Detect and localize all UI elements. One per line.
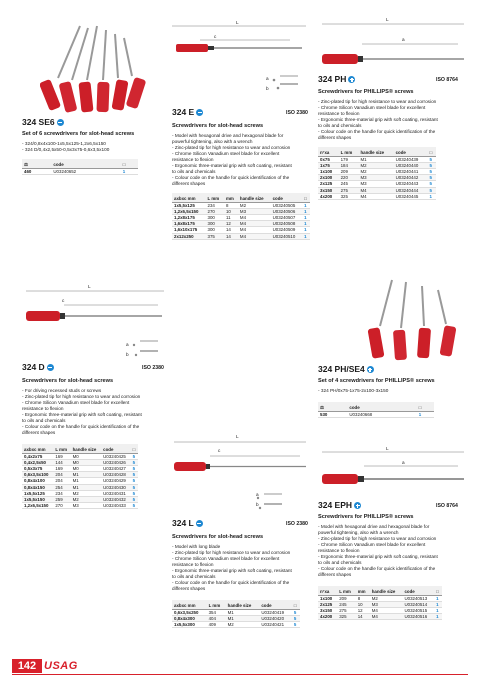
- table-row: 1x100 209 8 M2 U03240513 1: [318, 595, 442, 601]
- phse4-code: 324 PH/SE4: [318, 364, 468, 374]
- se6-line-2: - 324 D/0,4x2,5x50-0,5x3x75-0,6x3,5x100: [22, 147, 110, 152]
- ph-section: [318, 74, 468, 200]
- se6-set-image: [40, 20, 148, 116]
- phillips-icon: [348, 76, 355, 83]
- table-row: 1x5,5x300 409 M2 U03240421 5: [172, 621, 300, 627]
- eph-code: 324 EPH: [318, 500, 468, 510]
- table-row: 4x200 325 14 M4 U03240516 1: [318, 614, 442, 620]
- e-section: [172, 107, 314, 240]
- l-table: axbxc mm L mm handle size code □ 0,6x3,5x250 354 M1 U03240419 5 0,8x4x300 404 M1 U03240420 5 1x5,5x300 409 M2 U03240421 5: [172, 600, 300, 628]
- table-row: 0,6x3,5x100 204 M1 U03240428 5: [22, 472, 138, 478]
- table-row: 1x5,5x125 234 8 M2 U03240505 1: [172, 202, 310, 208]
- l-iso: ISO 2380: [286, 521, 308, 527]
- e-dim-L: L: [236, 20, 239, 25]
- pack-icon: □: [121, 159, 138, 168]
- table-row: 1,2x6,5x150 270 10 M3 U03240506 1: [172, 208, 310, 214]
- ph-code: 324 PH: [318, 74, 468, 84]
- table-row: 1,6x10x175 300 14 M4 U03240509 1: [172, 227, 310, 233]
- table-row: 0,5x3x75 169 M0 U03240427 5: [22, 465, 138, 471]
- e-dim-c: c: [214, 34, 217, 39]
- table-row: 0,4x2x75 169 M0 U03240425 5: [22, 453, 138, 459]
- weight-icon: ⚖: [318, 402, 347, 411]
- d-dim-L: L: [88, 284, 91, 289]
- phse4-table: ⚖ code □ 530 U03240668 1: [318, 402, 434, 418]
- d-table: axbxc mm L mm handle size code □ 0,4x2x75 169 M0 U03240425 5 0,4x2,5x50 144 M0 U03240426 5 0,5x3x75 169 M0 U03240427 5 0,6x3,5x100 204 M1 U03240428 5 0,8x4x100 204 M1 U03240429 5 0,8x4x150 254 M1 U03240430 5 1x5,5x125 234 M2 U03240431 5 1x5,5x150 259 M2 U03240432 5 1,2x6,5x150 270 M3 U03240433 5: [22, 444, 138, 509]
- table-row: 1x5,5x125 234 M2 U03240431 5: [22, 490, 138, 496]
- d-code: 324 D: [22, 362, 168, 372]
- weight-icon: ⚖: [22, 159, 51, 168]
- table-row: 2x12x250 375 14 M4 U03240510 1: [172, 233, 310, 239]
- phillips-icon: [354, 502, 361, 509]
- d-dim-b: b: [126, 352, 129, 357]
- table-row: 0x75 179 M1 U03240439 5: [318, 156, 436, 162]
- d-dimension-drawing: [22, 285, 168, 365]
- ph-dimension-drawing: [318, 18, 468, 74]
- page-number: 142: [12, 659, 42, 673]
- l-features: - Model with long blade - Zinc-plated tip for high resistance to wear and corrosion - Chrome Silicon Vanadium steel blade for excellent resistance to flexion - Ergonomic three-material grip with soft coating, resistant to oils and chemicals - Colour code on the handle for quick identification of the different shapes: [172, 544, 292, 591]
- eph-section: [318, 500, 468, 620]
- table-row: 3x150 275 12 M4 U03240515 1: [318, 607, 442, 613]
- d-dim-a: a: [126, 342, 129, 347]
- pack-icon: □: [131, 444, 138, 453]
- se6-title: Set of 6 screwdrivers for slot-head screws: [22, 131, 135, 137]
- brand-logo: USAG: [44, 660, 78, 672]
- d-section: [22, 362, 168, 509]
- table-row: 3x150 275 M4 U03240444 5: [318, 187, 436, 193]
- eph-title: Screwdrivers for PHILLIPS® screws: [318, 514, 414, 520]
- ph-table: n°xa L mm handle size code □ 0x75 179 M1 U03240439 5 1x75 184 M2 U03240440 5 1x100 209 M2 U03240441 5 2x100 220 M3 U03240442 5 2x125 245 M3 U03240443 5 3x150 275 M4 U03240444 5 4x200 325 M4 U03240445 1: [318, 147, 436, 200]
- l-code: 324 L: [172, 518, 314, 528]
- ph-features: - Zinc-plated tip for high resistance to wear and corrosion - Chrome Silicon Vanadium steel blade for excellent resistance to flexion - Ergonomic three-material grip with soft coating, resistant to oils and chemicals - Colour code on the handle for quick identification of the different shapes: [318, 99, 438, 140]
- l-dim-a: a: [256, 492, 259, 497]
- phse4-set-image: [364, 272, 468, 364]
- pack-icon: □: [434, 586, 442, 595]
- e-dim-b: b: [266, 86, 269, 91]
- table-row: 530 U03240668 1: [318, 411, 434, 417]
- eph-dim-a: a: [402, 460, 405, 465]
- footer-rule: [12, 674, 468, 675]
- eph-features: - Model with hexagonal drive and hexagonal blade for powerful tightening, also with a wrench - Zinc-plated tip for high resistance to wear and corrosion - Chrome Silicon Vanadium steel blade for excellent resistance to flexion - Ergonomic three-material grip with soft coating, resistant to oils and chemicals - Colour code on the handle for quick identification of the different shapes: [318, 524, 438, 577]
- table-row: 0,8x4x150 254 M1 U03240430 5: [22, 484, 138, 490]
- table-row: 460 U03240652 1: [22, 168, 138, 174]
- ph-iso: ISO 8764: [436, 77, 458, 83]
- l-section: [172, 518, 314, 628]
- phse4-section: [318, 364, 468, 418]
- eph-dimension-drawing: [318, 448, 468, 496]
- table-row: 1,6x8x175 300 12 M4 U03240508 1: [172, 221, 310, 227]
- se6-line-1: - 324/0,8x4x100-1x5,5x125-1,2x6,5x150: [22, 141, 106, 146]
- table-row: 1x75 184 M2 U03240440 5: [318, 162, 436, 168]
- eph-iso: ISO 8764: [436, 503, 458, 509]
- slot-head-icon: [196, 520, 203, 527]
- e-code: 324 E: [172, 107, 314, 117]
- table-row: 0,8x4x100 204 M1 U03240429 5: [22, 478, 138, 484]
- ph-title: Screwdrivers for PHILLIPS® screws: [318, 89, 414, 95]
- table-row: 1,2x8x175 300 11 M4 U03240507 1: [172, 214, 310, 220]
- phillips-icon: [367, 366, 374, 373]
- l-title: Screwdrivers for slot-head screws: [172, 534, 264, 540]
- slot-head-icon: [196, 109, 203, 116]
- table-row: 2x125 245 M3 U03240443 5: [318, 181, 436, 187]
- ph-dim-L: L: [386, 17, 389, 22]
- e-table: axbxc mm L mm mm handle size code □ 1x5,5x125 234 8 M2 U03240505 1 1,2x6,5x150 270 10 M3 U03240506 1 1,2x8x175 300 11 M4 U03240507 1 1,6x8x175 300 12 M4 U03240508 1 1,6x10x175 300 14 M4 U03240509 1 2x12x250 375 14 M4 U03240510 1: [172, 193, 310, 240]
- phse4-line-1: - 324 PH/0x75-1x75-2x100-3x150: [318, 388, 389, 393]
- e-features: - Model with hexagonal drive and hexagonal blade for powerful tightening, also with a wrench - Zinc-plated tip for high resistance to wear and corrosion - Chrome Silicon Vanadium steel blade for excellent resistance to flexion - Ergonomic three-material grip with soft coating, resistant to oils and chemicals - Colour code on the handle for quick identification of the different shapes: [172, 133, 292, 186]
- slot-head-icon: [57, 119, 64, 126]
- pack-icon: □: [302, 193, 310, 202]
- table-row: 0,6x3,5x250 354 M1 U03240419 5: [172, 609, 300, 615]
- l-dim-b: b: [256, 502, 259, 507]
- se6-code: 324 SE6: [22, 117, 162, 127]
- e-dimension-drawing: [170, 18, 310, 98]
- table-row: 2x100 220 M3 U03240442 5: [318, 175, 436, 181]
- e-iso: ISO 2380: [286, 110, 308, 116]
- se6-table: ⚖ code □ 460 U03240652 1: [22, 159, 138, 175]
- l-dim-c: c: [218, 448, 221, 453]
- pack-icon: □: [417, 402, 434, 411]
- table-row: 1,2x6,5x150 270 M3 U03240433 5: [22, 503, 138, 509]
- l-dimension-drawing: [170, 436, 310, 518]
- se6-section: [22, 117, 162, 175]
- table-row: 1x100 209 M2 U03240441 5: [318, 168, 436, 174]
- ph-dim-a: a: [402, 37, 405, 42]
- d-iso: ISO 2380: [142, 365, 164, 371]
- eph-dim-L: L: [386, 446, 389, 451]
- d-features: - For driving recessed studs or screws - Zinc-plated tip for high resistance to wear and corrosion - Chrome Silicon Vanadium steel blade for excellent resistance to flexion - Ergonomic three-material grip with soft coating, resistant to oils and chemicals - Colour code on the handle for quick identification of the different shapes: [22, 388, 142, 435]
- table-row: 1x5,5x150 259 M2 U03240432 5: [22, 496, 138, 502]
- pack-icon: □: [428, 147, 436, 156]
- pack-icon: □: [292, 600, 300, 609]
- e-title: Screwdrivers for slot-head screws: [172, 123, 264, 129]
- eph-table: n°xa L mm mm handle size code □ 1x100 209 8 M2 U03240513 1 2x125 245 10 M3 U03240514 1 3x150 275 12 M4 U03240515 1 4x200 325 14 M4 U03240516 1: [318, 586, 442, 620]
- l-dim-L: L: [236, 434, 239, 439]
- table-row: 0,4x2,5x50 144 M0 U03240426 5: [22, 459, 138, 465]
- e-dim-a: a: [266, 76, 269, 81]
- slot-head-icon: [47, 364, 54, 371]
- d-title: Screwdrivers for slot-head screws: [22, 378, 114, 384]
- table-row: 0,8x4x300 404 M1 U03240420 5: [172, 615, 300, 621]
- phse4-title: Set of 4 screwdrivers for PHILLIPS® screws: [318, 378, 435, 384]
- d-dim-c: c: [62, 298, 65, 303]
- table-row: 4x200 325 M4 U03240445 1: [318, 193, 436, 199]
- table-row: 2x125 245 10 M3 U03240514 1: [318, 601, 442, 607]
